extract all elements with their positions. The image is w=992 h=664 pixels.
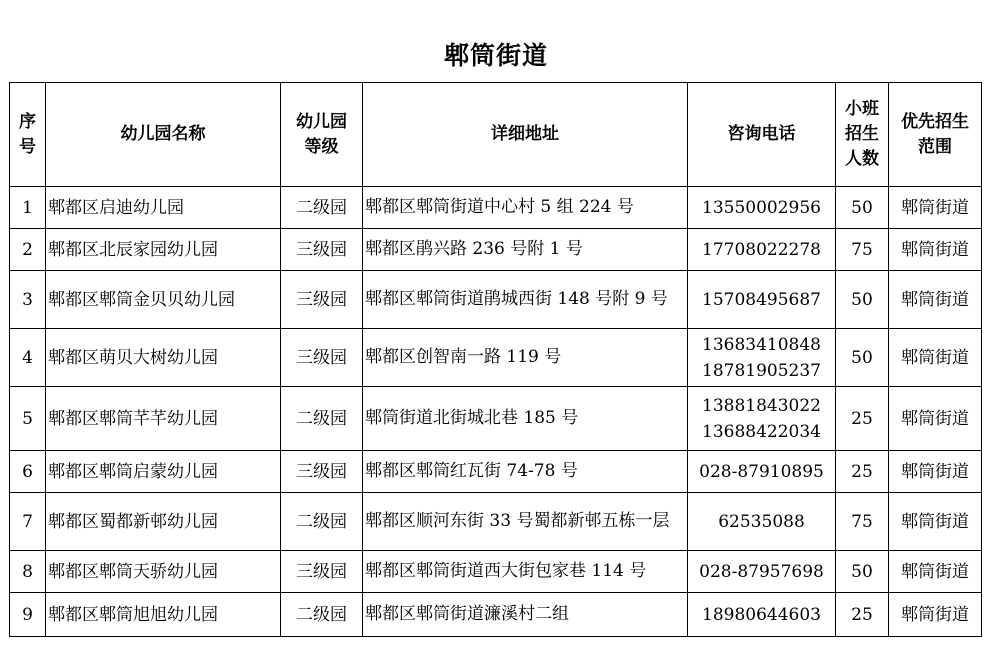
cell-range: 郫筒街道 bbox=[889, 387, 982, 451]
table-row bbox=[10, 387, 982, 451]
cell-phone bbox=[688, 387, 836, 451]
cell-name: 郫都区蜀都新邨幼儿园 bbox=[46, 493, 281, 551]
cell-no: 8 bbox=[10, 551, 46, 593]
cell-count: 50 bbox=[836, 329, 889, 387]
table-row bbox=[10, 271, 982, 329]
cell-count: 25 bbox=[836, 593, 889, 637]
header-name: 幼儿园名称 bbox=[46, 83, 281, 187]
cell-count: 75 bbox=[836, 229, 889, 271]
cell-count: 25 bbox=[836, 451, 889, 493]
phone-primary: 13550002956 bbox=[702, 197, 821, 218]
cell-no: 1 bbox=[10, 187, 46, 229]
cell-address: 郫都区郫筒街道西大街包家巷 114 号 bbox=[363, 551, 688, 593]
table-row bbox=[10, 229, 982, 271]
table-row bbox=[10, 329, 982, 387]
cell-range: 郫筒街道 bbox=[889, 229, 982, 271]
cell-address: 郫都区创智南一路 119 号 bbox=[363, 329, 688, 387]
cell-range: 郫筒街道 bbox=[889, 187, 982, 229]
table-row bbox=[10, 593, 982, 637]
cell-name: 郫都区郫筒启蒙幼儿园 bbox=[46, 451, 281, 493]
cell-address: 郫都区郫筒街道中心村 5 组 224 号 bbox=[363, 187, 688, 229]
phone-primary: 15708495687 bbox=[702, 289, 821, 310]
cell-address: 郫都区顺河东街 33 号蜀都新邨五栋一层 bbox=[363, 493, 688, 551]
kindergarten-table bbox=[9, 82, 982, 637]
cell-range: 郫筒街道 bbox=[889, 551, 982, 593]
cell-name: 郫都区郫筒芊芊幼儿园 bbox=[46, 387, 281, 451]
phone-primary: 13683410848 bbox=[702, 334, 821, 355]
phone-primary: 18980644603 bbox=[702, 604, 821, 625]
cell-level: 三级园 bbox=[281, 271, 363, 329]
cell-phone bbox=[688, 271, 836, 329]
cell-address: 郫都区郫筒街道濂溪村二组 bbox=[363, 593, 688, 637]
cell-name: 郫都区郫筒旭旭幼儿园 bbox=[46, 593, 281, 637]
cell-name: 郫都区郫筒金贝贝幼儿园 bbox=[46, 271, 281, 329]
cell-level: 三级园 bbox=[281, 551, 363, 593]
phone-secondary: 18781905237 bbox=[702, 360, 821, 381]
cell-range: 郫筒街道 bbox=[889, 451, 982, 493]
phone-primary: 13881843022 bbox=[702, 395, 821, 416]
cell-level: 二级园 bbox=[281, 593, 363, 637]
header-level: 幼儿园等级 bbox=[281, 83, 363, 187]
cell-range: 郫筒街道 bbox=[889, 271, 982, 329]
cell-no: 2 bbox=[10, 229, 46, 271]
cell-range: 郫筒街道 bbox=[889, 493, 982, 551]
cell-count: 75 bbox=[836, 493, 889, 551]
phone-primary: 028-87957698 bbox=[699, 561, 824, 582]
cell-count: 50 bbox=[836, 187, 889, 229]
phone-primary: 028-87910895 bbox=[699, 461, 824, 482]
cell-name: 郫都区北辰家园幼儿园 bbox=[46, 229, 281, 271]
cell-address: 郫都区鹃兴路 236 号附 1 号 bbox=[363, 229, 688, 271]
phone-primary: 62535088 bbox=[718, 511, 805, 532]
cell-level: 三级园 bbox=[281, 329, 363, 387]
cell-level: 三级园 bbox=[281, 229, 363, 271]
header-address: 详细地址 bbox=[363, 83, 688, 187]
cell-no: 4 bbox=[10, 329, 46, 387]
header-row bbox=[10, 83, 982, 187]
cell-no: 9 bbox=[10, 593, 46, 637]
cell-address: 郫都区郫筒红瓦街 74-78 号 bbox=[363, 451, 688, 493]
phone-secondary: 13688422034 bbox=[702, 421, 821, 442]
cell-name: 郫都区启迪幼儿园 bbox=[46, 187, 281, 229]
cell-count: 25 bbox=[836, 387, 889, 451]
table-row bbox=[10, 551, 982, 593]
cell-level: 三级园 bbox=[281, 451, 363, 493]
cell-phone bbox=[688, 551, 836, 593]
header-range: 优先招生范围 bbox=[889, 83, 982, 187]
cell-level: 二级园 bbox=[281, 187, 363, 229]
cell-name: 郫都区萌贝大树幼儿园 bbox=[46, 329, 281, 387]
header-phone: 咨询电话 bbox=[688, 83, 836, 187]
cell-no: 7 bbox=[10, 493, 46, 551]
cell-no: 6 bbox=[10, 451, 46, 493]
cell-phone bbox=[688, 329, 836, 387]
phone-primary: 17708022278 bbox=[702, 239, 821, 260]
table-row bbox=[10, 187, 982, 229]
cell-phone bbox=[688, 187, 836, 229]
cell-address: 郫都区郫筒街道鹃城西街 148 号附 9 号 bbox=[363, 271, 688, 329]
cell-phone bbox=[688, 493, 836, 551]
cell-name: 郫都区郫筒天骄幼儿园 bbox=[46, 551, 281, 593]
cell-range: 郫筒街道 bbox=[889, 593, 982, 637]
cell-count: 50 bbox=[836, 551, 889, 593]
header-count: 小班招生人数 bbox=[836, 83, 889, 187]
cell-no: 5 bbox=[10, 387, 46, 451]
page-title: 郫筒街道 bbox=[443, 41, 548, 70]
cell-phone bbox=[688, 593, 836, 637]
cell-phone bbox=[688, 229, 836, 271]
cell-no: 3 bbox=[10, 271, 46, 329]
cell-count: 50 bbox=[836, 271, 889, 329]
cell-address: 郫筒街道北街城北巷 185 号 bbox=[363, 387, 688, 451]
cell-phone bbox=[688, 451, 836, 493]
cell-level: 二级园 bbox=[281, 493, 363, 551]
cell-level: 二级园 bbox=[281, 387, 363, 451]
table-row bbox=[10, 493, 982, 551]
header-no: 序号 bbox=[10, 83, 46, 187]
table-row bbox=[10, 451, 982, 493]
cell-range: 郫筒街道 bbox=[889, 329, 982, 387]
